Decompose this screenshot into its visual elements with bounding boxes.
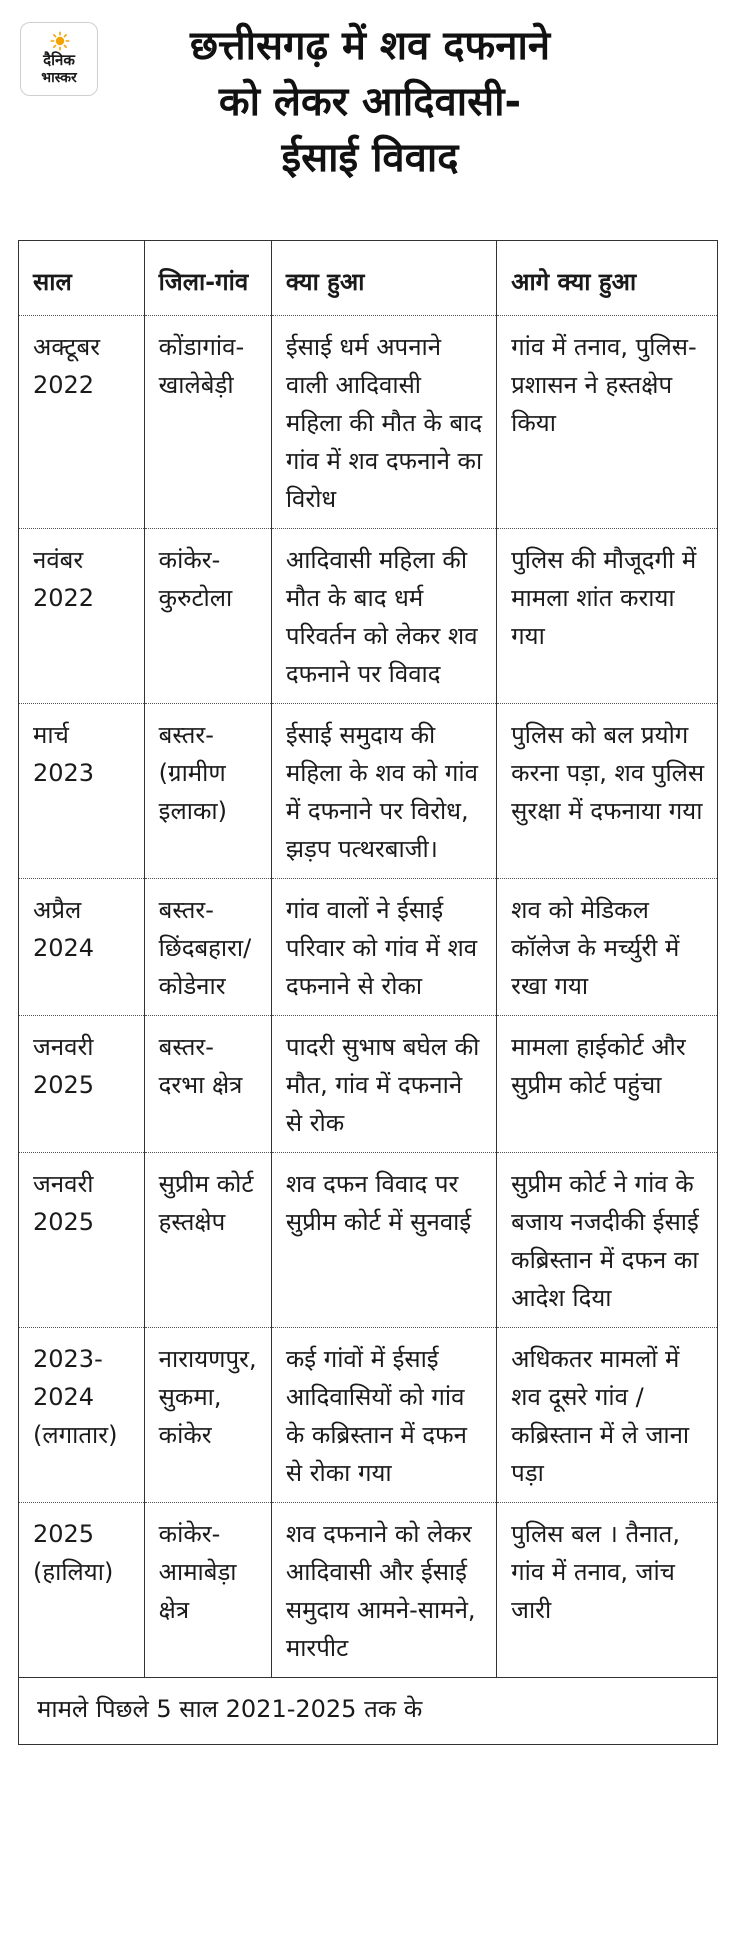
header-year: साल — [19, 241, 144, 316]
table-row — [19, 1503, 717, 1678]
table-row — [19, 316, 717, 529]
header-what-happened: क्या हुआ — [271, 241, 496, 316]
cell-place: बस्तर-छिंदबहारा/ कोडेनार — [144, 879, 271, 1016]
table-row — [19, 529, 717, 704]
cell-year: जनवरी 2025 — [19, 1153, 144, 1328]
cell-next: पुलिस बल । तैनात, गांव में तनाव, जांच जारी — [497, 1503, 717, 1678]
cell-year: अप्रैल 2024 — [19, 879, 144, 1016]
header-what-next: आगे क्या हुआ — [497, 241, 717, 316]
cell-what: गांव वालों ने ईसाई परिवार को गांव में शव दफनाने से रोका — [271, 879, 496, 1016]
brand-name-line1: दैनिक — [43, 51, 75, 69]
cell-year: अक्टूबर 2022 — [33, 333, 101, 399]
cell-place: नारायणपुर, सुकमा, कांकेर — [144, 1328, 271, 1503]
table-footer-note: मामले पिछले 5 साल 2021-2025 तक के — [19, 1678, 717, 1745]
cell-next: पुलिस की मौजूदगी में मामला शांत कराया गया — [497, 529, 717, 704]
cell-place: कांकेर-कुरुटोला — [144, 529, 271, 704]
header-district-village: जिला-गांव — [144, 241, 271, 316]
cell-place: बस्तर-दरभा क्षेत्र — [144, 1016, 271, 1153]
cell-place: कोंडागांव-खालेबेड़ी — [144, 316, 271, 529]
title-line-2: को लेकर आदिवासी- — [218, 79, 522, 125]
header — [0, 0, 730, 240]
title-line-3: ईसाई विवाद — [281, 135, 459, 181]
table-row — [19, 879, 717, 1016]
cell-next: मामला हाईकोर्ट और सुप्रीम कोर्ट पहुंचा — [497, 1016, 717, 1153]
cell-place: सुप्रीम कोर्ट हस्तक्षेप — [144, 1153, 271, 1328]
cell-year: नवंबर 2022 — [19, 529, 144, 704]
sun-icon — [50, 31, 70, 51]
cell-year: 2025 (हालिया) — [19, 1503, 144, 1678]
table-row — [19, 1328, 717, 1503]
cell-what: शव दफन विवाद पर सुप्रीम कोर्ट में सुनवाई — [271, 1153, 496, 1328]
brand-name-line2: भास्कर — [41, 70, 77, 86]
cell-place: कांकेर-आमाबेड़ा क्षेत्र — [144, 1503, 271, 1678]
cell-what: शव दफनाने को लेकर आदिवासी और ईसाई समुदाय आमने-सामने, मारपीट — [271, 1503, 496, 1678]
cell-next: अधिकतर मामलों में शव दूसरे गांव /कब्रिस्तान में ले जाना पड़ा — [497, 1328, 717, 1503]
cell-next: पुलिस को बल प्रयोग करना पड़ा, शव पुलिस सुरक्षा में दफनाया गया — [497, 704, 717, 879]
brand-logo — [20, 22, 98, 96]
cell-next: गांव में तनाव, पुलिस-प्रशासन ने हस्तक्षेप किया — [497, 316, 717, 529]
cell-what: ईसाई धर्म अपनाने वाली आदिवासी महिला की मौत के बाद गांव में शव दफनाने का विरोध — [271, 316, 496, 529]
cell-what: कई गांवों में ईसाई आदिवासियों को गांव के कब्रिस्तान में दफन से रोका गया — [271, 1328, 496, 1503]
table-row — [19, 704, 717, 879]
cell-next: सुप्रीम कोर्ट ने गांव के बजाय नजदीकी ईसाई कब्रिस्तान में दफन का आदेश दिया — [497, 1153, 717, 1328]
page-title — [130, 18, 610, 186]
cell-what: पादरी सुभाष बघेल की मौत, गांव में दफनाने से रोक — [271, 1016, 496, 1153]
cell-next: शव को मेडिकल कॉलेज के मर्च्युरी में रखा गया — [497, 879, 717, 1016]
table-row — [19, 1153, 717, 1328]
table-footer-row — [19, 1678, 717, 1745]
title-line-1: छत्तीसगढ़ में शव दफनाने — [189, 23, 551, 69]
cell-year: जनवरी 2025 — [19, 1016, 144, 1153]
incidents-table — [18, 240, 718, 1745]
cell-place: बस्तर-(ग्रामीण इलाका) — [144, 704, 271, 879]
table-header-row — [19, 241, 717, 316]
cell-what: आदिवासी महिला की मौत के बाद धर्म परिवर्तन को लेकर शव दफनाने पर विवाद — [271, 529, 496, 704]
cell-what: ईसाई समुदाय की महिला के शव को गांव में दफनाने पर विरोध, झड़प पत्थरबाजी। — [271, 704, 496, 879]
cell-year: 2023-2024 (लगातार) — [19, 1328, 144, 1503]
cell-year: मार्च 2023 — [19, 704, 144, 879]
table-row — [19, 1016, 717, 1153]
